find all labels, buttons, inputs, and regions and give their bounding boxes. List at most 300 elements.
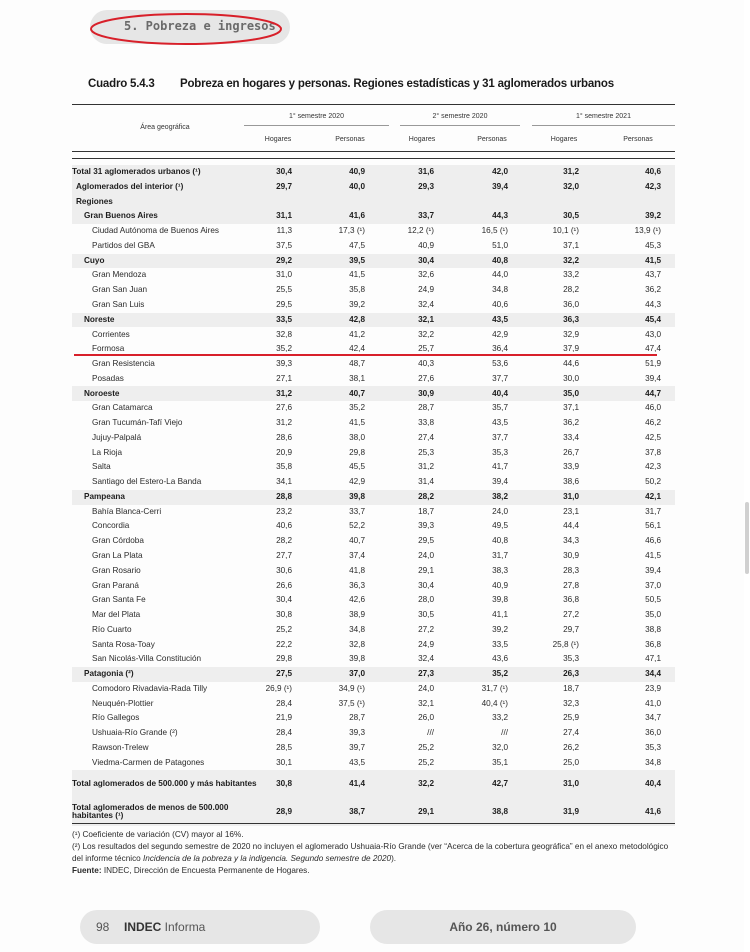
row-label: Regiones xyxy=(72,195,258,210)
note-2-end: ). xyxy=(391,854,397,863)
cell-value: 42,9 xyxy=(492,329,508,339)
cell-value: 42,7 xyxy=(444,770,518,798)
cell-value: 37,4 xyxy=(349,550,365,560)
cell-value: 25,9 xyxy=(563,713,579,723)
cell-value: 34,8 xyxy=(349,624,365,634)
table-row xyxy=(72,726,675,741)
cell-value: 38,0 xyxy=(349,432,365,442)
cell-value: 26,7 xyxy=(563,447,579,457)
cell-value: 39,8 xyxy=(302,490,375,505)
cell-value: 39,8 xyxy=(349,654,365,664)
cell-value: 31,1 xyxy=(258,209,302,224)
row-label: Comodoro Rivadavia-Rada Tilly xyxy=(92,683,208,693)
cell-value: 29,8 xyxy=(349,447,365,457)
row-label: Gran Rosario xyxy=(92,565,141,575)
cell-value: /// xyxy=(427,728,434,738)
cell-value: 34,8 xyxy=(645,757,661,767)
header-bottom-rule-2 xyxy=(72,158,675,159)
area-header: Área geográfica xyxy=(140,124,190,131)
cell-value: 38,6 xyxy=(563,477,579,487)
cell-value: 17,3 (¹) xyxy=(338,226,365,236)
cell-value: 44,4 xyxy=(563,521,579,531)
row-label: Cuyo xyxy=(72,254,258,269)
cell-value: 32,4 xyxy=(418,654,434,664)
row-label: Río Cuarto xyxy=(92,624,132,634)
cell-value: 30,9 xyxy=(375,386,444,401)
cell-value: 41,8 xyxy=(349,565,365,575)
row-label: Gran Resistencia xyxy=(92,359,155,369)
cell-value: 28,0 xyxy=(418,595,434,605)
cell-value: 30,8 xyxy=(258,770,302,798)
row-label: Gran Tucumán-Tafí Viejo xyxy=(92,418,183,428)
table-caption xyxy=(88,78,614,90)
cell-value: 35,2 xyxy=(349,403,365,413)
cell-value: 31,6 xyxy=(375,165,444,180)
cell-value: 36,8 xyxy=(645,639,661,649)
source-text: INDEC, Dirección de Encuesta Permanente de Hogares. xyxy=(101,866,310,875)
cell-value: 25,2 xyxy=(276,624,292,634)
table-row xyxy=(72,608,675,623)
cell-value: 25,5 xyxy=(276,285,292,295)
cell-value: 45,5 xyxy=(349,462,365,472)
row-label: Total aglomerados de menos de 500.000 habitantes (¹) xyxy=(72,798,258,826)
cell-value: 36,0 xyxy=(563,299,579,309)
cell-value: 35,8 xyxy=(349,285,365,295)
cell-value xyxy=(302,195,375,210)
cell-value: 41,6 xyxy=(589,798,675,826)
cell-value: 39,7 xyxy=(349,742,365,752)
row-label: Mar del Plata xyxy=(92,610,141,620)
row-label: Santiago del Estero-La Banda xyxy=(92,477,202,487)
cell-value: 42,0 xyxy=(444,165,518,180)
cell-value xyxy=(589,195,675,210)
cell-value: 33,7 xyxy=(375,209,444,224)
cell-value: 32,8 xyxy=(276,329,292,339)
cell-value: 27,6 xyxy=(276,403,292,413)
table-row xyxy=(72,416,675,431)
cell-value: 32,3 xyxy=(563,698,579,708)
cell-value: 28,5 xyxy=(276,742,292,752)
cell-value: 33,2 xyxy=(563,270,579,280)
cell-value: 41,6 xyxy=(302,209,375,224)
row-label: Bahía Blanca-Cerri xyxy=(92,506,162,516)
cell-value: 39,3 xyxy=(276,359,292,369)
cell-value: 32,8 xyxy=(349,639,365,649)
cell-value: 33,2 xyxy=(492,713,508,723)
table-row xyxy=(72,741,675,756)
cell-value: 28,2 xyxy=(276,536,292,546)
header-bottom-rule xyxy=(72,151,675,152)
cell-value: 43,0 xyxy=(645,329,661,339)
table-row xyxy=(72,327,675,342)
cell-value: 31,0 xyxy=(276,270,292,280)
table-row xyxy=(72,180,675,195)
cell-value: 31,0 xyxy=(518,770,589,798)
table-row xyxy=(72,298,675,313)
table-row xyxy=(72,195,675,210)
subheader-personas-2: Personas xyxy=(477,136,507,143)
cell-value: 47,5 xyxy=(349,240,365,250)
semester-rule-1 xyxy=(244,125,389,126)
cell-value: 26,2 xyxy=(563,742,579,752)
cell-value: 42,3 xyxy=(589,180,675,195)
cell-value: 40,9 xyxy=(302,165,375,180)
cell-value: 37,8 xyxy=(645,447,661,457)
cell-value: 33,7 xyxy=(349,506,365,516)
cell-value: 33,9 xyxy=(563,462,579,472)
cell-value: 32,4 xyxy=(418,299,434,309)
table-row xyxy=(72,505,675,520)
cell-value: 44,0 xyxy=(492,270,508,280)
row-label: Gran Buenos Aires xyxy=(72,209,258,224)
row-label: Neuquén-Plottier xyxy=(92,698,154,708)
table-body xyxy=(72,165,675,826)
cell-value: 33,5 xyxy=(258,313,302,328)
table-row xyxy=(72,165,675,180)
cell-value: 35,3 xyxy=(645,742,661,752)
cell-value: 30,1 xyxy=(276,757,292,767)
cell-value: 49,5 xyxy=(492,521,508,531)
cell-value: 27,1 xyxy=(276,373,292,383)
cell-value xyxy=(518,195,589,210)
cell-value: 24,9 xyxy=(418,639,434,649)
cell-value: 51,9 xyxy=(645,359,661,369)
cell-value: 24,9 xyxy=(418,285,434,295)
row-label: La Rioja xyxy=(92,447,123,457)
cell-value: 41,5 xyxy=(589,254,675,269)
cell-value: 34,7 xyxy=(645,713,661,723)
cell-value: 42,1 xyxy=(589,490,675,505)
cell-value xyxy=(258,195,302,210)
cell-value: 36,2 xyxy=(563,418,579,428)
cell-value: 36,3 xyxy=(518,313,589,328)
page-number: 98 xyxy=(96,920,110,934)
cell-value: 24,0 xyxy=(418,683,434,693)
cell-value: 25,8 (¹) xyxy=(552,639,579,649)
cell-value: 34,1 xyxy=(276,477,292,487)
cell-value: 36,0 xyxy=(645,728,661,738)
note-2-text: (²) Los resultados del segundo semestre de 2020 no incluyen el aglomerado Ushuaia-Río Grande (ver “Acerca de la cobertura geográfica” en el anexo metodológico del informe técnico xyxy=(72,842,669,863)
row-label: San Nicolás-Villa Constitución xyxy=(92,654,202,664)
cell-value xyxy=(444,195,518,210)
cell-value: 29,8 xyxy=(276,654,292,664)
cell-value: 27,8 xyxy=(563,580,579,590)
publication-brand: INDEC xyxy=(124,920,162,934)
table-row xyxy=(72,638,675,653)
cell-value: 23,9 xyxy=(645,683,661,693)
cell-value: 31,2 xyxy=(518,165,589,180)
cell-value: 25,7 xyxy=(418,344,434,354)
cell-value: 31,0 xyxy=(518,490,589,505)
cell-value: 41,7 xyxy=(492,462,508,472)
cell-value: 42,6 xyxy=(349,595,365,605)
cell-value: 32,0 xyxy=(492,742,508,752)
cell-value: 28,8 xyxy=(258,490,302,505)
cell-value: 37,5 (¹) xyxy=(338,698,365,708)
table-row xyxy=(72,549,675,564)
cell-value: 28,4 xyxy=(276,728,292,738)
cell-value: 52,2 xyxy=(349,521,365,531)
cell-value: 45,3 xyxy=(645,240,661,250)
subheader-hogares-3: Hogares xyxy=(550,136,578,143)
table-row xyxy=(72,652,675,667)
cell-value: 31,7 (¹) xyxy=(481,683,508,693)
cell-value: 29,1 xyxy=(418,565,434,575)
cell-value: 29,5 xyxy=(276,299,292,309)
cell-value: 35,3 xyxy=(492,447,508,457)
cell-value: 30,4 xyxy=(258,165,302,180)
cell-value: 38,1 xyxy=(349,373,365,383)
cell-value: 44,3 xyxy=(444,209,518,224)
cell-value: 39,4 xyxy=(645,565,661,575)
cell-value xyxy=(375,195,444,210)
table-row xyxy=(72,268,675,283)
cell-value: 45,4 xyxy=(589,313,675,328)
cell-value: 46,2 xyxy=(645,418,661,428)
cell-value: 37,1 xyxy=(563,403,579,413)
cell-value: 30,5 xyxy=(518,209,589,224)
cell-value: 50,2 xyxy=(645,477,661,487)
cell-value: 23,2 xyxy=(276,506,292,516)
row-label: Total aglomerados de 500.000 y más habitantes xyxy=(72,770,258,798)
cell-value: 35,2 xyxy=(276,344,292,354)
table-notes xyxy=(72,829,672,877)
cell-value: 35,0 xyxy=(518,386,589,401)
cell-value: 44,3 xyxy=(645,299,661,309)
scroll-edge[interactable] xyxy=(745,502,749,574)
cell-value: 30,8 xyxy=(276,610,292,620)
row-label: Aglomerados del interior (¹) xyxy=(72,180,258,195)
table-row xyxy=(72,623,675,638)
table-row xyxy=(72,475,675,490)
cell-value: 18,7 xyxy=(418,506,434,516)
table-row xyxy=(72,431,675,446)
table-row xyxy=(72,239,675,254)
cell-value: 47,1 xyxy=(645,654,661,664)
cell-value: 30,0 xyxy=(563,373,579,383)
cell-value: 46,6 xyxy=(645,536,661,546)
row-label: Río Gallegos xyxy=(92,713,140,723)
cell-value: 35,2 xyxy=(444,667,518,682)
cell-value: 43,6 xyxy=(492,654,508,664)
cell-value: 28,2 xyxy=(563,285,579,295)
cell-value: 35,3 xyxy=(563,654,579,664)
cell-value: 42,4 xyxy=(349,344,365,354)
cell-value: 25,2 xyxy=(418,742,434,752)
cell-value: 27,4 xyxy=(563,728,579,738)
cell-value: 35,8 xyxy=(276,462,292,472)
row-label: Posadas xyxy=(92,373,124,383)
note-1: (¹) Coeficiente de variación (CV) mayor al 16%. xyxy=(72,830,244,839)
cell-value: 39,3 xyxy=(349,728,365,738)
cell-value: 25,3 xyxy=(418,447,434,457)
semester-header-1: 1° semestre 2020 xyxy=(289,113,344,120)
cell-value: 24,0 xyxy=(418,550,434,560)
cell-value: 26,0 xyxy=(418,713,434,723)
table-row xyxy=(72,564,675,579)
cell-value: 40,0 xyxy=(302,180,375,195)
cell-value: 30,4 xyxy=(276,595,292,605)
cell-value: 31,7 xyxy=(645,506,661,516)
table-row xyxy=(72,224,675,239)
row-label: Ushuaia-Río Grande (²) xyxy=(92,728,178,738)
cell-value: 29,3 xyxy=(375,180,444,195)
cell-value: 30,4 xyxy=(418,580,434,590)
semester-header-3: 1° semestre 2021 xyxy=(576,113,631,120)
cell-value: 38,3 xyxy=(492,565,508,575)
row-label: Gran Santa Fe xyxy=(92,595,146,605)
row-label: Corrientes xyxy=(92,329,130,339)
row-label: Ciudad Autónoma de Buenos Aires xyxy=(92,226,219,236)
table-row xyxy=(72,313,675,328)
cell-value: 46,0 xyxy=(645,403,661,413)
row-label: Jujuy-Palpalá xyxy=(92,432,142,442)
cell-value: 42,3 xyxy=(645,462,661,472)
cell-value: 33,4 xyxy=(563,432,579,442)
cell-value: 35,1 xyxy=(492,757,508,767)
cell-value: 43,7 xyxy=(645,270,661,280)
row-label: Gran San Juan xyxy=(92,285,148,295)
cell-value: 23,1 xyxy=(563,506,579,516)
subheader-hogares-1: Hogares xyxy=(264,136,292,143)
cell-value: 37,9 xyxy=(563,344,579,354)
row-label: Santa Rosa-Toay xyxy=(92,639,155,649)
table-row xyxy=(72,770,675,798)
issue-label: Año 26, número 10 xyxy=(449,920,557,934)
cell-value: 51,0 xyxy=(492,240,508,250)
cell-value: 39,5 xyxy=(302,254,375,269)
row-label: Formosa xyxy=(92,344,125,354)
cell-value: 20,9 xyxy=(276,447,292,457)
cell-value: 28,6 xyxy=(276,432,292,442)
cell-value: 41,0 xyxy=(645,698,661,708)
cell-value: 32,2 xyxy=(375,770,444,798)
cell-value: 13,9 (¹) xyxy=(634,226,661,236)
table-row xyxy=(72,460,675,475)
cell-value: 39,2 xyxy=(349,299,365,309)
cell-value: 37,7 xyxy=(492,432,508,442)
table-row xyxy=(72,578,675,593)
table-row xyxy=(72,254,675,269)
cell-value: 27,7 xyxy=(276,550,292,560)
cell-value: 40,7 xyxy=(302,386,375,401)
cell-value: 24,0 xyxy=(492,506,508,516)
cell-value: 32,2 xyxy=(518,254,589,269)
subheader-hogares-2: Hogares xyxy=(408,136,436,143)
poverty-table xyxy=(72,165,675,826)
row-label: Gran La Plata xyxy=(92,550,143,560)
cell-value: 44,7 xyxy=(589,386,675,401)
cell-value: 34,9 (¹) xyxy=(338,683,365,693)
section-label: 5. Pobreza e ingresos xyxy=(124,19,276,33)
cell-value: 36,3 xyxy=(349,580,365,590)
cell-value: 32,1 xyxy=(418,698,434,708)
publication-suffix: Informa xyxy=(161,920,206,934)
cell-value: 41,5 xyxy=(645,550,661,560)
note-2 xyxy=(72,841,672,865)
cell-value: 39,4 xyxy=(444,180,518,195)
cell-value: 32,9 xyxy=(563,329,579,339)
semester-rule-2 xyxy=(400,125,520,126)
cell-value: 43,5 xyxy=(349,757,365,767)
cell-value: 37,5 xyxy=(276,240,292,250)
cell-value: 42,5 xyxy=(645,432,661,442)
cell-value: 36,8 xyxy=(563,595,579,605)
red-annotation-underline xyxy=(74,354,657,356)
cell-value: 32,0 xyxy=(518,180,589,195)
table-row xyxy=(72,401,675,416)
table-row xyxy=(72,534,675,549)
cell-value: 42,9 xyxy=(349,477,365,487)
cell-value: 32,2 xyxy=(418,329,434,339)
cell-value: 43,5 xyxy=(444,313,518,328)
cell-value: 35,0 xyxy=(645,610,661,620)
cell-value: 37,0 xyxy=(302,667,375,682)
cell-value: 37,1 xyxy=(563,240,579,250)
row-label: Pampeana xyxy=(72,490,258,505)
cell-value: 29,2 xyxy=(258,254,302,269)
source-label: Fuente: xyxy=(72,866,102,875)
cell-value: 39,4 xyxy=(645,373,661,383)
cell-value: 29,1 xyxy=(375,798,444,826)
red-annotation-ellipse xyxy=(88,11,284,47)
table-row xyxy=(72,593,675,608)
table-bottom-rule xyxy=(72,823,675,824)
cell-value: 44,6 xyxy=(563,359,579,369)
cell-value: 28,2 xyxy=(375,490,444,505)
cell-value: 30,9 xyxy=(563,550,579,560)
cell-value: 39,8 xyxy=(492,595,508,605)
table-row xyxy=(72,283,675,298)
cell-value: 47,4 xyxy=(645,344,661,354)
cell-value: 29,7 xyxy=(563,624,579,634)
cell-value: 28,4 xyxy=(276,698,292,708)
cell-value: 28,3 xyxy=(563,565,579,575)
cell-value: 30,6 xyxy=(276,565,292,575)
cell-value: 53,6 xyxy=(492,359,508,369)
cell-value: 40,6 xyxy=(276,521,292,531)
cell-value: 39,2 xyxy=(492,624,508,634)
cell-value: 56,1 xyxy=(645,521,661,531)
cell-value: 40,4 xyxy=(589,770,675,798)
cell-value: 40,4 (¹) xyxy=(481,698,508,708)
publication-name xyxy=(124,920,205,934)
table-row xyxy=(72,357,675,372)
cell-value: 41,1 xyxy=(492,610,508,620)
cell-value: 30,5 xyxy=(418,610,434,620)
cell-value: 27,4 xyxy=(418,432,434,442)
cell-value: 37,7 xyxy=(492,373,508,383)
cell-value: 39,2 xyxy=(589,209,675,224)
cell-value: 40,8 xyxy=(492,536,508,546)
cell-value: 27,2 xyxy=(418,624,434,634)
cell-value: 26,9 (¹) xyxy=(265,683,292,693)
table-row xyxy=(72,711,675,726)
cell-value: 32,1 xyxy=(375,313,444,328)
cell-value: 34,8 xyxy=(492,285,508,295)
row-label: Noroeste xyxy=(72,386,258,401)
cell-value: 34,3 xyxy=(563,536,579,546)
row-label: Viedma-Carmen de Patagones xyxy=(92,757,205,767)
table-row xyxy=(72,519,675,534)
row-label: Patagonia (²) xyxy=(72,667,258,682)
row-label: Gran Catamarca xyxy=(92,403,153,413)
table-title: Pobreza en hogares y personas. Regiones estadísticas y 31 aglomerados urbanos xyxy=(180,78,614,90)
table-top-rule xyxy=(72,104,675,105)
cell-value: 26,3 xyxy=(518,667,589,682)
cell-value: 27,6 xyxy=(418,373,434,383)
table-number: Cuadro 5.4.3 xyxy=(88,78,155,90)
